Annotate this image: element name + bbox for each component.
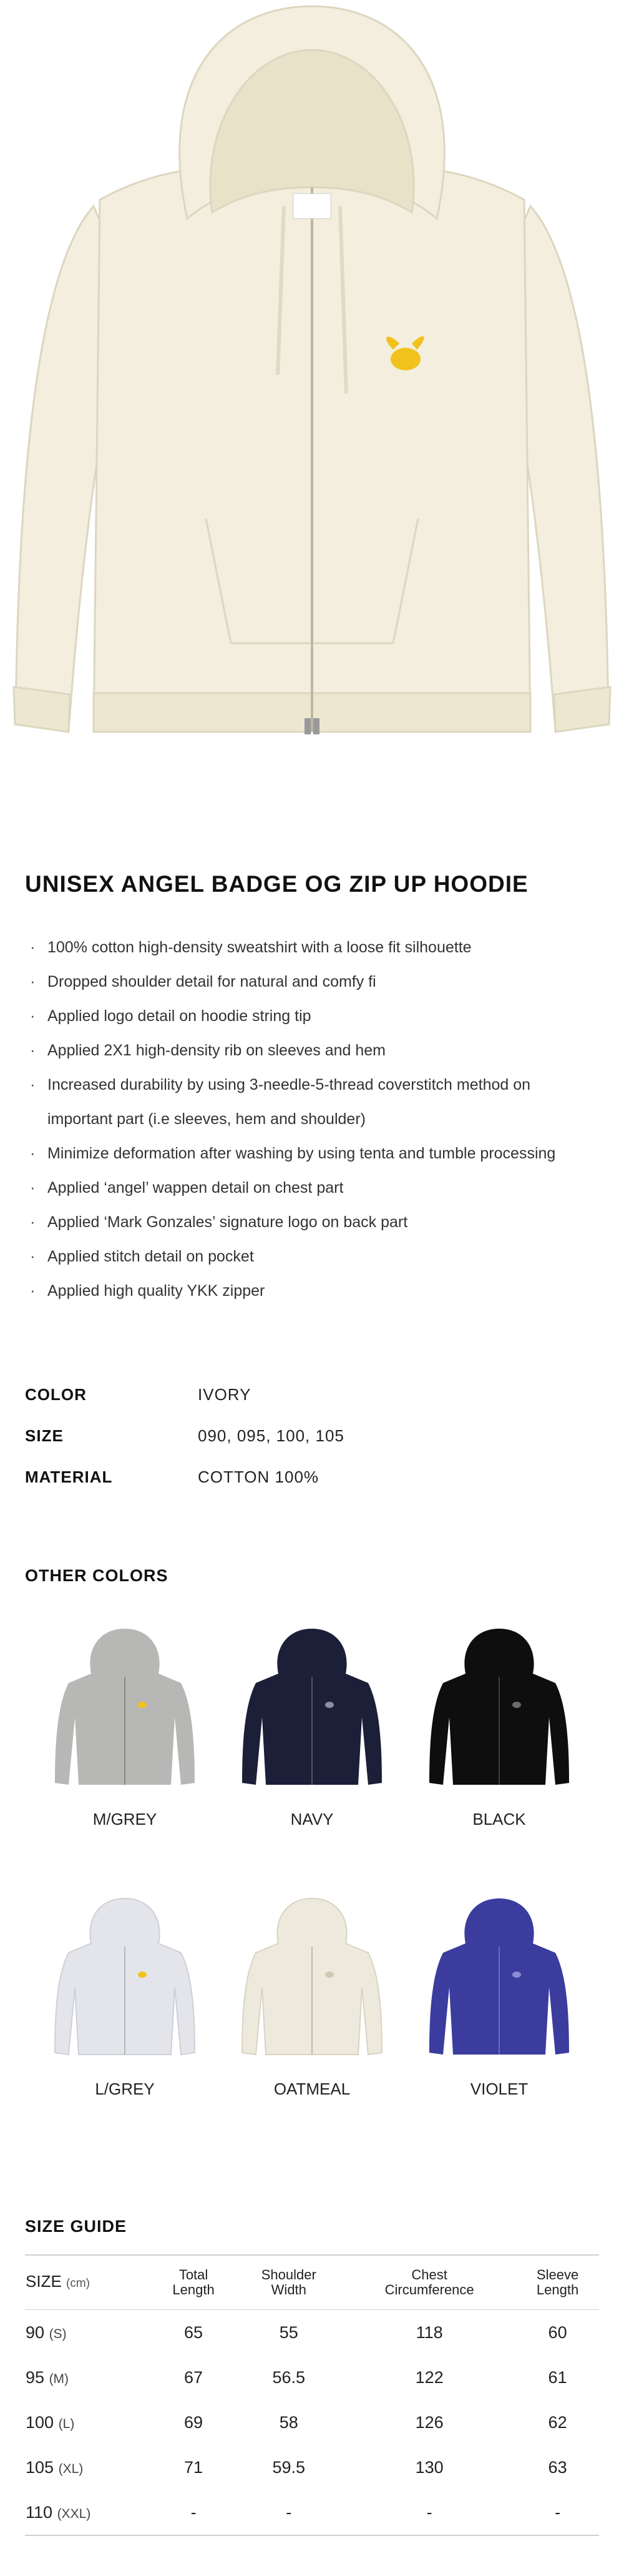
size-guide-header-row	[25, 2255, 599, 2310]
sleeve-length-cell: 63	[548, 2457, 567, 2477]
product-hero-image	[0, 0, 624, 768]
other-colors-heading: OTHER COLORS	[25, 1566, 168, 1585]
size-value: 105	[26, 2457, 54, 2477]
color-option-oatmeal[interactable]	[231, 1893, 393, 2099]
sleeve-length-cell: -	[555, 2502, 561, 2522]
color-option-black[interactable]	[418, 1624, 580, 1829]
feature-item: · Applied high quality YKK zipper	[25, 1274, 612, 1308]
color-name: BLACK	[472, 1810, 526, 1828]
header-line: Length	[172, 2282, 215, 2297]
hoodie-thumbnail	[237, 1893, 387, 2062]
color-option-lgrey[interactable]	[44, 1893, 206, 2099]
feature-item: · 100% cotton high-density sweatshirt with a loose fit silhouette	[25, 930, 612, 965]
spec-label: SIZE	[25, 1426, 64, 1445]
total-length-cell: 71	[184, 2457, 203, 2477]
color-name: OATMEAL	[273, 2080, 351, 2098]
hoodie-illustration	[0, 0, 624, 768]
sleeve-length-cell: 61	[548, 2367, 567, 2387]
size-value: 110	[26, 2502, 53, 2522]
spec-row-size	[25, 1415, 344, 1456]
shoulder-width-cell: 56.5	[272, 2367, 306, 2387]
color-option-navy[interactable]	[231, 1624, 393, 1829]
size-cell	[25, 2310, 152, 2356]
size-column-header	[25, 2255, 152, 2310]
total-length-header	[152, 2255, 235, 2310]
shoulder-width-cell: 55	[279, 2322, 298, 2342]
feature-item: · Applied ‘angel’ wappen detail on chest part	[25, 1171, 612, 1205]
chest-cell: 122	[415, 2367, 444, 2387]
spec-value: IVORY	[198, 1384, 251, 1404]
color-name: NAVY	[290, 1810, 334, 1828]
spec-value: COTTON 100%	[198, 1467, 319, 1486]
shoulder-width-cell: -	[286, 2502, 292, 2522]
feature-item: · Minimize deformation after washing by using tenta and tumble processing	[25, 1137, 612, 1171]
header-line: Sleeve	[536, 2267, 579, 2282]
spec-label: COLOR	[25, 1384, 87, 1404]
hoodie-thumbnail	[424, 1893, 574, 2062]
header-line: Chest	[411, 2267, 447, 2282]
feature-item-continuation: important part (i.e sleeves, hem and shoulder)	[47, 1110, 366, 1128]
chest-cell: -	[426, 2502, 432, 2522]
size-value: 100	[26, 2412, 54, 2432]
size-header-label: SIZE	[26, 2272, 62, 2291]
size-guide-table	[25, 2254, 599, 2536]
header-line: Shoulder	[261, 2267, 316, 2282]
total-length-cell: 67	[184, 2367, 203, 2387]
table-row	[25, 2355, 599, 2400]
feature-item: · Applied logo detail on hoodie string tip	[25, 999, 612, 1034]
feature-item: · Dropped shoulder detail for natural and comfy fi	[25, 965, 612, 999]
shoulder-width-cell: 58	[279, 2412, 298, 2432]
size-cell	[25, 2490, 152, 2535]
sleeve-length-header	[516, 2255, 599, 2310]
hoodie-thumbnail	[237, 1624, 387, 1792]
header-line: Total	[178, 2267, 208, 2282]
header-line: Width	[271, 2282, 306, 2297]
size-guide-heading: SIZE GUIDE	[25, 2217, 127, 2236]
size-letter: (M)	[49, 2371, 69, 2386]
size-letter: (XXL)	[57, 2506, 91, 2521]
feature-list	[25, 930, 612, 1308]
sleeve-length-cell: 60	[548, 2322, 567, 2342]
size-value: 90	[26, 2322, 45, 2342]
spec-row-material	[25, 1456, 344, 1498]
size-cell	[25, 2355, 152, 2400]
hoodie-thumbnail	[424, 1624, 574, 1792]
feature-item: · Applied 2X1 high-density rib on sleeves and hem	[25, 1034, 612, 1068]
color-option-violet[interactable]	[418, 1893, 580, 2099]
size-cell	[25, 2445, 152, 2490]
total-length-cell: -	[190, 2502, 197, 2522]
color-name: M/GREY	[92, 1810, 157, 1828]
chest-cell: 126	[415, 2412, 444, 2432]
shoulder-width-header	[235, 2255, 343, 2310]
header-line: Circumference	[384, 2282, 474, 2297]
sleeve-length-cell: 62	[548, 2412, 567, 2432]
feature-item: · Applied stitch detail on pocket	[25, 1240, 612, 1274]
total-length-cell: 69	[184, 2412, 203, 2432]
spec-label: MATERIAL	[25, 1467, 113, 1486]
feature-item: · Increased durability by using 3-needle-5-thread coverstitch method on	[25, 1068, 612, 1102]
hoodie-thumbnail	[50, 1893, 200, 2062]
shoulder-width-cell: 59.5	[272, 2457, 306, 2477]
size-letter: (L)	[58, 2416, 75, 2431]
unit-label: (cm)	[66, 2277, 90, 2290]
size-value: 95	[26, 2367, 45, 2387]
color-name: VIOLET	[470, 2080, 529, 2098]
chest-cell: 130	[415, 2457, 444, 2477]
spec-table	[25, 1374, 344, 1498]
table-row	[25, 2400, 599, 2445]
table-row	[25, 2445, 599, 2490]
size-cell	[25, 2400, 152, 2445]
size-letter: (XL)	[58, 2461, 84, 2476]
color-option-mgrey[interactable]	[44, 1624, 206, 1829]
spec-value: 090, 095, 100, 105	[198, 1426, 344, 1445]
table-row	[25, 2490, 599, 2535]
product-title: UNISEX ANGEL BADGE OG ZIP UP HOODIE	[25, 871, 529, 897]
table-row	[25, 2310, 599, 2356]
total-length-cell: 65	[184, 2322, 203, 2342]
hoodie-thumbnail	[50, 1624, 200, 1792]
header-line: Length	[536, 2282, 579, 2297]
size-letter: (S)	[49, 2326, 67, 2341]
color-name: L/GREY	[95, 2080, 155, 2098]
spec-row-color	[25, 1374, 344, 1415]
chest-cell: 118	[416, 2322, 443, 2342]
chest-header	[343, 2255, 516, 2310]
feature-item: · Applied ‘Mark Gonzales’ signature logo on back part	[25, 1205, 612, 1240]
